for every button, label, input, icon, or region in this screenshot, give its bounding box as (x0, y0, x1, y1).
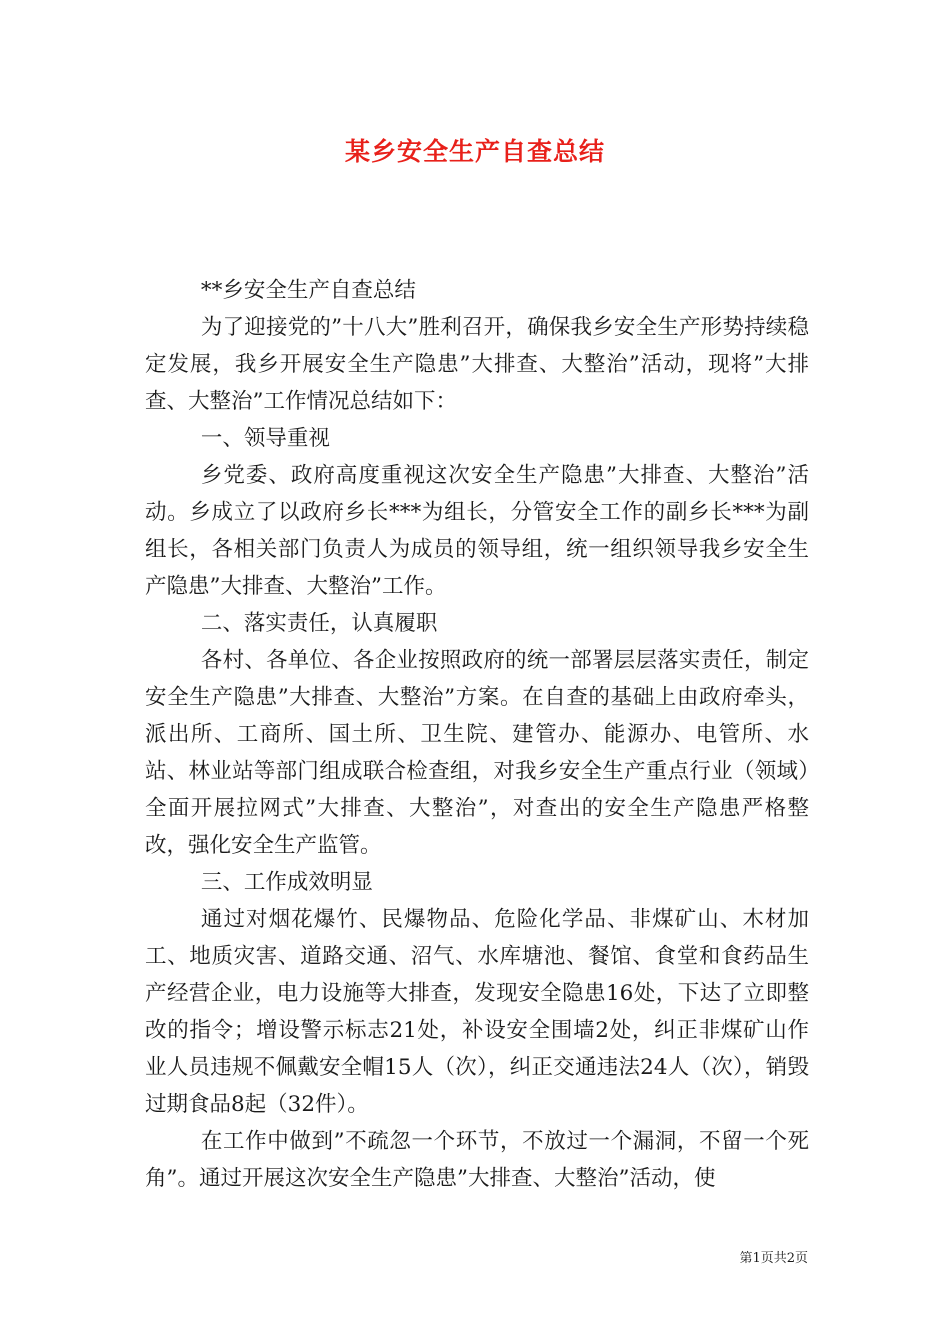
section-heading-1: 一、领导重视 (200, 426, 330, 451)
paragraph-responsibility: 各村、各单位、各企业按照政府的统一部署层层落实责任，制定安全生产隐患”大排查、大整治”方案。在自查的基础上由政府牵头，派出所、工商所、国土所、卫生院、建管办、能源办、电管所、水站、林业站等部门组成联合检查组，对我乡安全生产重点行业（领域）全面开展拉网式”大排查、大整治”，对查出的安全生产隐患严格整改，强化安全生产监管。 (145, 648, 809, 858)
page-indicator: 第1页共2页 (739, 1251, 808, 1266)
paragraph-results: 通过对烟花爆竹、民爆物品、危险化学品、非煤矿山、木材加工、地质灾害、道路交通、沼气、水库塘池、餐馆、食堂和食药品生产经营企业，电力设施等大排查，发现安全隐患16处，下达了立即整改的指令；增设警示标志21处，补设安全围墙2处，纠正非煤矿山作业人员违规不佩戴安全帽15人（次），纠正交通违法24人（次），销毁过期食品8起（32件）。 (145, 907, 809, 1117)
paragraph-intro: 为了迎接党的”十八大”胜利召开，确保我乡安全生产形势持续稳定发展，我乡开展安全生产隐患”大排查、大整治”活动，现将”大排查、大整治”工作情况总结如下： (145, 315, 809, 414)
document-title: 某乡安全生产自查总结 (344, 137, 605, 166)
section-heading-3: 三、工作成效明显 (200, 870, 373, 895)
paragraph-leadership: 乡党委、政府高度重视这次安全生产隐患”大排查、大整治”活动。乡成立了以政府乡长***为组长，分管安全工作的副乡长***为副组长，各相关部门负责人为成员的领导组，统一组织领导我乡安全生产隐患”大排查、大整治”工作。 (145, 463, 809, 599)
document-body (145, 272, 809, 1197)
paragraph-subtitle: **乡安全生产自查总结 (200, 278, 416, 303)
section-heading-2: 二、落实责任，认真履职 (200, 611, 438, 636)
paragraph-continuation: 在工作中做到”不疏忽一个环节，不放过一个漏洞，不留一个死角”。通过开展这次安全生产隐患”大排查、大整治”活动，使 (145, 1129, 809, 1191)
